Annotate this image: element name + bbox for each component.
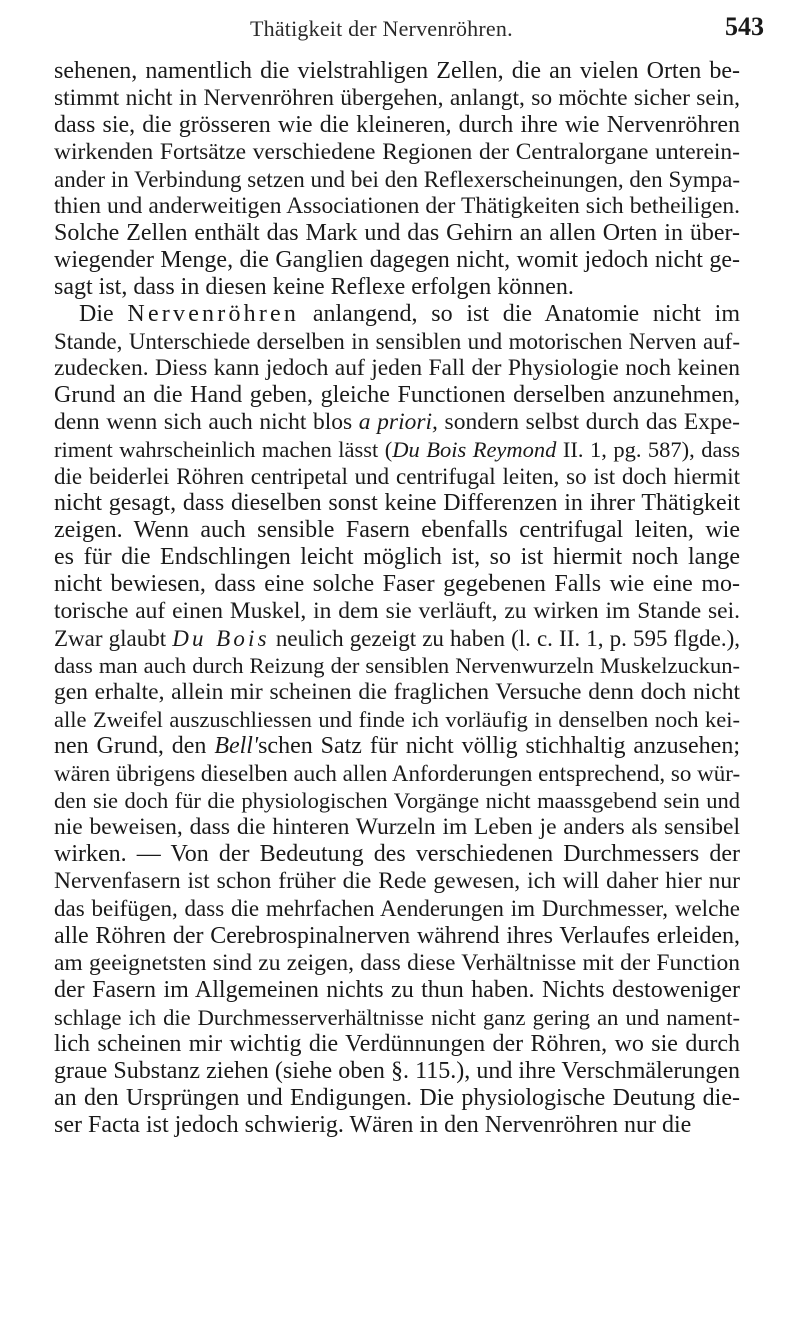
text-line: sagt ist, dass in diesen keine Reflexe erfolgen können. <box>54 274 574 301</box>
text-line: alle Röhren der Cerebrospinalnerven während ihres Verlaufes erleiden, <box>54 922 740 949</box>
text-segment: riment wahrscheinlich machen lässt ( <box>54 437 393 463</box>
text-line: nicht bewiesen, dass eine solche Faser gegebenen Falls wie eine mo- <box>54 571 740 598</box>
text-line: Solche Zellen enthält das Mark und das Gehirn an allen Orten in über- <box>54 220 740 247</box>
text-segment: Die <box>79 301 128 328</box>
text-segment: anlangend, so ist die Anatomie nicht im <box>299 301 740 328</box>
text-line: die beiderlei Röhren centripetal und centrifugal leiten, so ist doch hiermit <box>54 464 740 490</box>
text-line: ser Facta ist jedoch schwierig. Wären in den Nervenröhren nur die <box>54 1111 692 1138</box>
text-line: am geeignetsten sind zu zeigen, dass diese Verhältnisse mit der Function <box>54 949 740 976</box>
text-line: Nervenfasern ist schon früher die Rede gewesen, ich will daher hier nur <box>54 868 740 895</box>
italic-term: Bell' <box>214 733 259 760</box>
text-line: wiegender Menge, die Ganglien dagegen nicht, womit jedoch nicht ge- <box>54 247 740 274</box>
text-segment: sondern selbst durch das Expe- <box>437 409 740 436</box>
italic-term: Du Bois Reymond <box>392 437 557 463</box>
text-segment: neulich gezeigt zu haben (l. c. II. 1, p. 595 flgde.), <box>269 626 740 652</box>
text-line: dass sie, die grösseren wie die kleineren, durch ihre wie Nervenröhren <box>54 112 740 139</box>
text-line: ander in Verbindung setzen und bei den Reflexerscheinungen, den Sympa- <box>54 167 740 193</box>
text-line <box>54 733 740 760</box>
text-line: der Fasern im Allgemeinen nichts zu thun haben. Nichts destoweniger <box>54 976 740 1003</box>
text-line: lich scheinen mir wichtig die Verdünnungen der Röhren, wo sie durch <box>54 1030 740 1057</box>
text-line: thien und anderweitigen Associationen der Thätigkeiten sich betheiligen. <box>54 193 740 220</box>
text-line: nicht gesagt, dass dieselben sonst keine Differenzen in ihrer Thätigkeit <box>54 490 740 517</box>
text-line <box>54 625 740 652</box>
text-line: dass man auch durch Reizung der sensiblen Nervenwurzeln Muskelzuckun- <box>54 653 740 679</box>
text-line: zudecken. Diess kann jedoch auf jeden Fall der Physiologie noch keinen <box>54 355 740 382</box>
text-segment: Zwar glaubt <box>54 626 173 652</box>
text-line: graue Substanz ziehen (siehe oben §. 115.), und ihre Verschmälerungen <box>54 1057 740 1084</box>
text-line: nie beweisen, dass die hinteren Wurzeln im Leben je anders als sensibel <box>54 814 740 841</box>
text-line: den sie doch für die physiologischen Vorgänge nicht maassgebend sein und <box>54 788 740 814</box>
text-line: sehenen, namentlich die vielstrahligen Zellen, die an vielen Orten be- <box>54 58 740 84</box>
running-head <box>0 6 801 46</box>
text-segment: denn wenn sich auch nicht blos <box>54 409 359 436</box>
text-line: alle Zweifel auszuschliessen und finde ich vorläufig in denselben noch kei- <box>54 707 740 733</box>
body-text <box>54 58 740 1139</box>
text-line <box>54 409 740 436</box>
text-line: wirken. — Von der Bedeutung des verschiedenen Durchmessers der <box>54 841 740 868</box>
text-line <box>54 436 740 463</box>
text-line: das beifügen, dass die mehrfachen Aenderungen im Durchmesser, welche <box>54 896 740 922</box>
text-line <box>54 301 740 328</box>
text-line: zeigen. Wenn auch sensible Fasern ebenfalls centrifugal leiten, wie <box>54 517 740 544</box>
text-line: Stande, Unterschiede derselben in sensiblen und motorischen Nerven auf- <box>54 329 740 355</box>
text-line: torische auf einen Muskel, in dem sie verläuft, zu wirken im Stande sei. <box>54 598 740 625</box>
text-line: an den Ursprüngen und Endigungen. Die physiologische Deutung die- <box>54 1084 740 1111</box>
text-segment: II. 1, pg. 587), dass <box>556 437 740 463</box>
text-line: es für die Endschlingen leicht möglich ist, so ist hiermit noch lange <box>54 544 740 571</box>
text-line: Grund an die Hand geben, gleiche Functionen derselben anzunehmen, <box>54 382 740 409</box>
text-line: gen erhalte, allein mir scheinen die fraglichen Versuche denn doch nicht <box>54 679 740 706</box>
running-title: Thätigkeit der Nervenröhren. <box>250 16 513 41</box>
spaced-italic-name: Du Bois <box>172 626 270 652</box>
page-number: 543 <box>725 12 764 41</box>
text-line: wirkenden Fortsätze verschiedene Regionen der Centralorgane unterein- <box>54 139 740 166</box>
italic-term: a priori, <box>358 409 438 436</box>
text-segment: schen Satz für nicht völlig stichhaltig anzusehen; <box>258 733 740 760</box>
text-line: stimmt nicht in Nervenröhren übergehen, anlangt, so möchte sicher sein, <box>54 85 740 112</box>
spaced-term: Nervenröhren <box>127 301 300 328</box>
text-segment: nen Grund, den <box>54 733 215 760</box>
text-line: wären übrigens dieselben auch allen Anforderungen entsprechend, so wür- <box>54 761 741 787</box>
text-line: schlage ich die Durchmesserverhältnisse nicht ganz gering an und nament- <box>54 1004 740 1030</box>
